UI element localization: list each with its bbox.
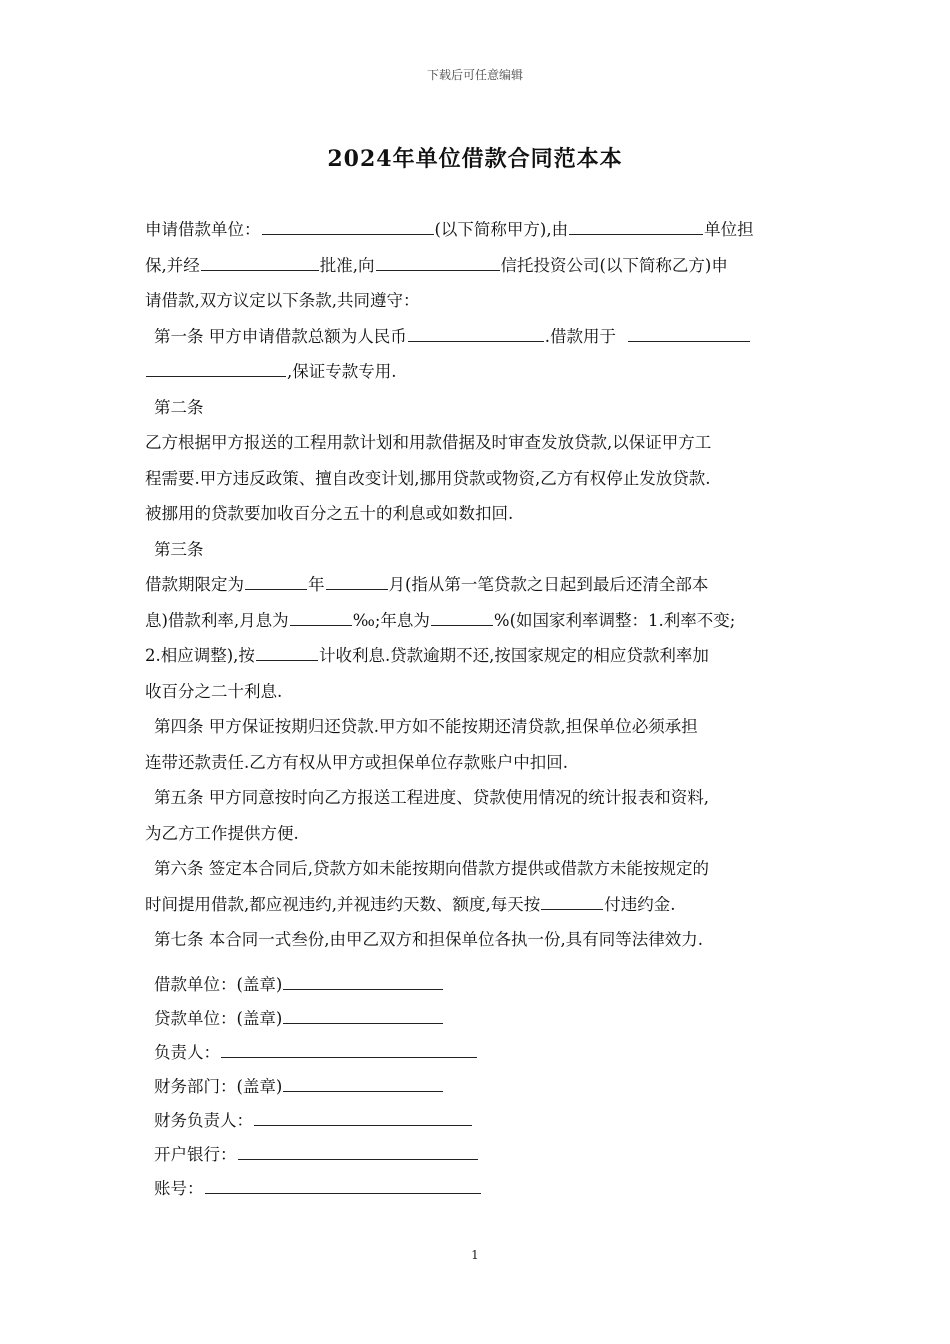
article-1-line-1: 第一条 甲方申请借款总额为人民币 .借款用于 bbox=[145, 319, 815, 355]
annual-rate-blank bbox=[431, 624, 493, 626]
article-2-line-2: 程需要.甲方违反政策、擅自改变计划,挪用贷款或物资,乙方有权停止发放贷款. bbox=[145, 468, 711, 488]
article-2-line-3: 被挪用的贷款要加收百分之五十的利息或如数扣回. bbox=[145, 504, 514, 523]
article-5-line-2: 为乙方工作提供方便. bbox=[145, 823, 299, 843]
guarantor-blank bbox=[569, 233, 703, 235]
intro-line-2: 保,并经 批准,向 信托投资公司(以下简称乙方)申 bbox=[145, 255, 728, 275]
penalty-blank bbox=[541, 908, 603, 910]
intro-line-3: 请借款,双方议定以下条款,共同遵守： bbox=[145, 291, 420, 310]
intro-line-1: 申请借款单位： (以下简称甲方),由 单位担 bbox=[145, 220, 754, 239]
interest-basis-blank bbox=[256, 659, 318, 661]
article-2-line-1: 乙方根据甲方报送的工程用款计划和用款借据及时审查发放贷款,以保证甲方工 bbox=[145, 433, 712, 452]
article-3-line-2: 息)借款利率,月息为 ‰;年息为 %(如国家利率调整：1.利率不变; bbox=[145, 610, 736, 630]
purpose-blank-1 bbox=[628, 340, 750, 342]
article-3-line-1: 借款期限定为 年 月(指从第一笔贷款之日起到最后还清全部本 bbox=[145, 575, 709, 594]
signature-borrower: 借款单位：(盖章) bbox=[154, 968, 482, 1002]
signature-finance-manager: 财务负责人： bbox=[154, 1104, 482, 1138]
document-title: 2024年单位借款合同范本本 bbox=[327, 146, 623, 172]
signature-bank: 开户银行： bbox=[154, 1138, 482, 1172]
borrower-blank bbox=[262, 233, 434, 235]
amount-blank bbox=[408, 340, 544, 342]
approver-blank bbox=[201, 269, 319, 271]
signature-block bbox=[154, 968, 482, 1206]
signature-responsible-person: 负责人： bbox=[154, 1036, 482, 1070]
purpose-blank-2 bbox=[146, 375, 286, 377]
page-number: 1 bbox=[471, 1248, 479, 1262]
signature-lender: 贷款单位：(盖章) bbox=[154, 1002, 482, 1036]
article-1-line-2: ,保证专款专用. bbox=[145, 354, 815, 390]
lender-blank bbox=[376, 269, 500, 271]
header-note: 下载后可任意编辑 bbox=[426, 68, 523, 82]
contract-body bbox=[145, 212, 815, 958]
article-3-line-3: 2.相应调整),按 计收利息.贷款逾期不还,按国家规定的相应贷款利率加 bbox=[145, 646, 709, 665]
article-6-line-1: 第六条 签定本合同后,贷款方如未能按期向借款方提供或借款方未能按规定的 bbox=[154, 859, 709, 878]
article-5-line-1: 第五条 甲方同意按时向乙方报送工程进度、贷款使用情况的统计报表和资料, bbox=[154, 788, 709, 807]
article-3-line-4: 收百分之二十利息. bbox=[145, 681, 283, 701]
signature-account: 账号： bbox=[154, 1172, 482, 1206]
article-2-heading: 第二条 bbox=[154, 397, 204, 417]
monthly-rate-blank bbox=[290, 624, 352, 626]
months-blank bbox=[326, 588, 388, 590]
article-4-line-2: 连带还款责任.乙方有权从甲方或担保单位存款账户中扣回. bbox=[145, 752, 568, 772]
signature-finance-dept: 财务部门：(盖章) bbox=[154, 1070, 482, 1104]
years-blank bbox=[245, 588, 307, 590]
article-6-line-2: 时间提用借款,都应视违约,并视违约天数、额度,每天按 付违约金. bbox=[145, 894, 676, 914]
article-3-heading: 第三条 bbox=[154, 539, 204, 559]
article-7-line-1: 第七条 本合同一式叁份,由甲乙双方和担保单位各执一份,具有同等法律效力. bbox=[154, 930, 703, 949]
article-4-line-1: 第四条 甲方保证按期归还贷款.甲方如不能按期还清贷款,担保单位必须承担 bbox=[154, 717, 698, 736]
